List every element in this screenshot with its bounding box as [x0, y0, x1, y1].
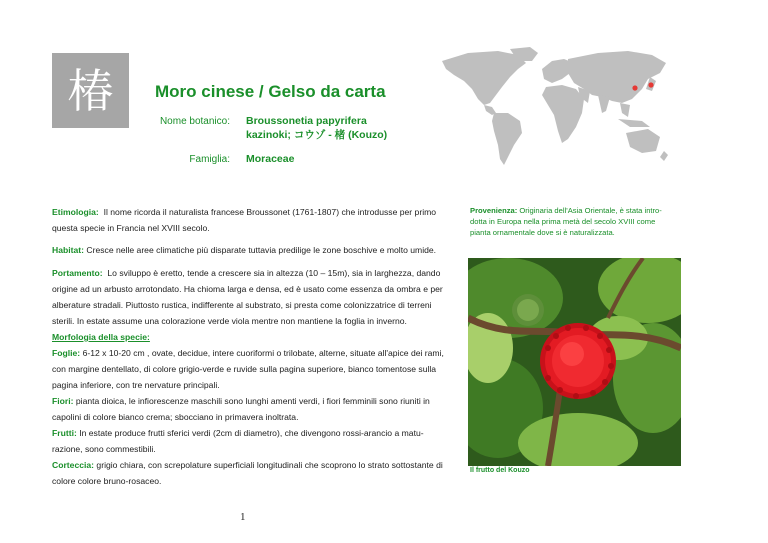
- world-map-land: [442, 47, 668, 165]
- page-title: Moro cinese / Gelso da carta: [155, 82, 386, 101]
- habitat-paragraph: [52, 242, 436, 258]
- corteccia-line2: colore colore bruno-rosaceo.: [52, 476, 162, 486]
- india: [598, 95, 610, 113]
- foglie-line1: 6-12 x 10-20 cm , ovate, decidue, intere cuoriformi o trilobate, alterne, situate all'apice dei rami,: [82, 348, 444, 358]
- north-america: [442, 51, 526, 105]
- foglie-line2: con margine dentellato, di colore grigio-verde e ruvide sulla pagina superiore, bianco tomentose sulla: [52, 364, 437, 374]
- frutti-line1: In estate produce frutti sferici verdi (2cm di diametro), che divengono rossi-arancio a matu-: [79, 428, 424, 438]
- habitat-label: Habitat:: [52, 245, 84, 255]
- provenienza-line3: pianta ornamentale dove si è naturalizzata.: [470, 228, 615, 237]
- portamento-line4: sterili. In estate assume una colorazione verde viola mentre non mantiene la foglia in inverno.: [52, 316, 407, 326]
- portamento-paragraph: [52, 265, 443, 329]
- indonesia: [618, 119, 650, 127]
- portamento-line2: origine ad un arbusto arrotondato. Ha chioma larga e densa, ed è usato come essenza da ombra e per: [52, 284, 443, 294]
- portamento-line1: Lo sviluppo è eretto, tende a crescere sia in altezza (10 – 15m), sia in larghezza, dando: [107, 268, 441, 278]
- new-zealand: [660, 151, 668, 161]
- botanical-name-line1: Broussonetia papyrifera: [246, 115, 367, 127]
- provenienza-label: Provenienza:: [470, 206, 518, 215]
- fiori-label: Fiori:: [52, 396, 74, 406]
- foglie-line3: pagina inferiore, con tre nervature principali.: [52, 380, 220, 390]
- south-america: [492, 113, 522, 165]
- family-label: Famiglia:: [189, 154, 230, 165]
- australia: [626, 129, 660, 153]
- frutti-line2: razione, sono commestibili.: [52, 444, 156, 454]
- corteccia-label: Corteccia:: [52, 460, 95, 470]
- provenienza-line2: dotta in Europa nella prima metà del secolo XVIII come: [470, 217, 656, 226]
- africa: [542, 85, 584, 143]
- botanical-name-line2: kazinoki; コウゾ - 楮 (Kouzo): [246, 129, 388, 141]
- native-range-marker-china: [632, 85, 637, 90]
- morfologia-section: [52, 329, 444, 489]
- world-map: [438, 47, 673, 167]
- portamento-line3: alberature stradali. Piuttosto rustica, indifferente al substrato, si presta come colonizzatrice di terreni: [52, 300, 432, 310]
- kouzo-fruit-photo: [468, 258, 681, 466]
- southeast-asia: [620, 103, 630, 117]
- etimologia-line1: Il nome ricorda il naturalista francese Broussonet (1761-1807) che introdusse per primo: [103, 207, 437, 217]
- family-value: Moraceae: [246, 153, 295, 165]
- habitat-text: Cresce nelle aree climatiche più disparate tuttavia predilige le zone boschive e molto umide.: [86, 245, 437, 255]
- kanji-logo: [52, 53, 129, 128]
- photo-caption: Il frutto del Kouzo: [470, 467, 530, 474]
- corteccia-line1: grigio chiara, con screpolature superficiali longitudinali che scoprono lo strato sottostante di: [96, 460, 443, 470]
- provenienza-paragraph: [470, 205, 685, 238]
- etimologia-label: Etimologia:: [52, 207, 99, 217]
- fiori-line2: capolini di colore bianco crema; sbocciano in primavera inoltrata.: [52, 412, 299, 422]
- botanical-name-label: Nome botanico:: [159, 116, 230, 127]
- native-range-marker-japan: [648, 82, 653, 87]
- morfologia-heading: Morfologia della specie:: [52, 332, 150, 342]
- page-number: 1: [240, 511, 246, 523]
- frutti-label: Frutti:: [52, 428, 77, 438]
- kanji-character: 椿: [67, 63, 114, 118]
- portamento-label: Portamento:: [52, 268, 103, 278]
- kouzo-fruit-illustration: [468, 258, 681, 466]
- etimologia-paragraph: [52, 204, 436, 236]
- fiori-line1: pianta dioica, le infiorescenze maschili sono lunghi amenti verdi, i fiori femminili sono riuniti in: [75, 396, 430, 406]
- etimologia-line2: questa specie in Francia nel XVIII secolo.: [52, 223, 210, 233]
- provenienza-line1: Originaria dell'Asia Orientale, è stata intro-: [519, 206, 662, 215]
- foglie-label: Foglie:: [52, 348, 81, 358]
